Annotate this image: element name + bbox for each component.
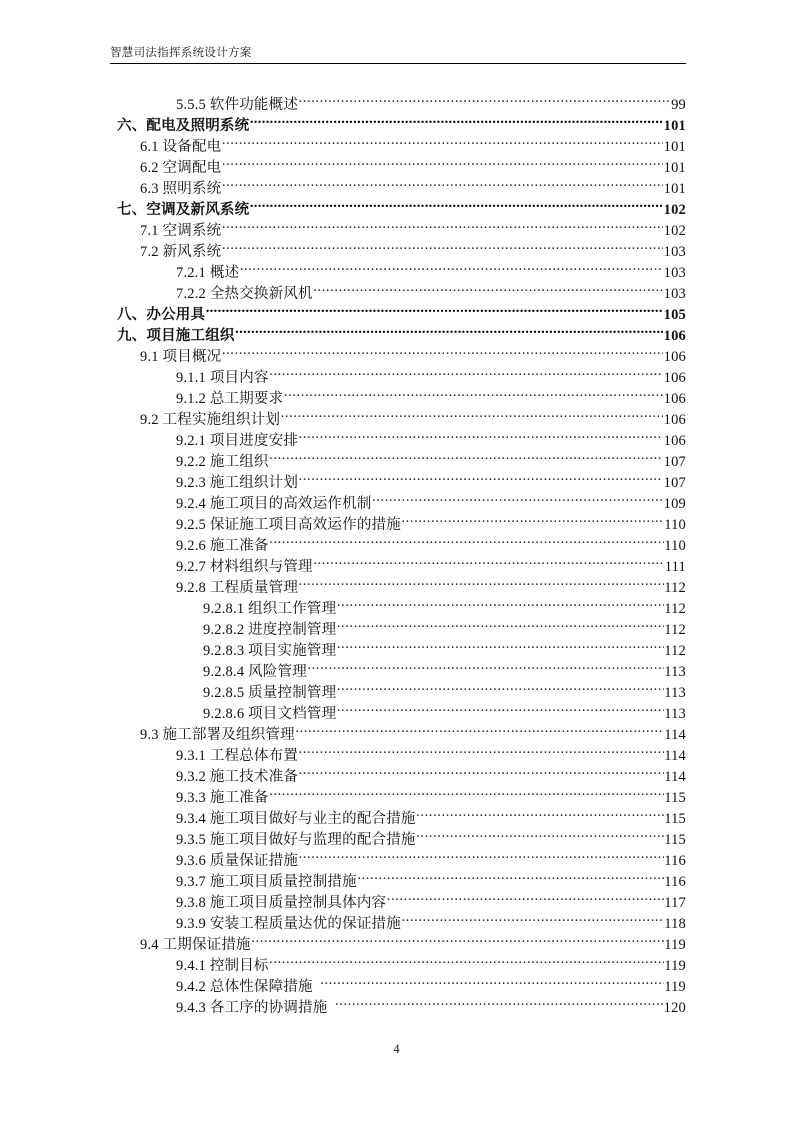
- toc-entry-page-number: 101: [663, 139, 686, 155]
- toc-dot-leader: [222, 151, 663, 172]
- toc-entry-label: 9.2.8.1 组织工作管理: [203, 601, 337, 617]
- toc-entry-page-number: 119: [664, 979, 686, 995]
- toc-dot-leader: [337, 634, 664, 655]
- toc-entry-page-number: 116: [664, 853, 686, 869]
- toc-entry-label: 7.2 新风系统: [140, 244, 222, 260]
- toc-entry-label: 9.2.5 保证施工项目高效运作的措施: [176, 517, 401, 533]
- toc-entry-label: 9.2.8 工程质量管理: [176, 580, 299, 596]
- toc-dot-leader: [281, 403, 663, 424]
- toc-entry-label: 6.2 空调配电: [140, 160, 222, 176]
- toc-dot-leader: [357, 865, 663, 886]
- toc-entry-label: 9.3.6 质量保证措施: [176, 853, 299, 869]
- toc-entry-label: 7.2.1 概述: [176, 265, 240, 281]
- toc-entry-label: 9.3.1 工程总体布置: [176, 748, 299, 764]
- toc-entry-page-number: 113: [664, 706, 686, 722]
- toc-dot-leader: [251, 928, 663, 949]
- toc-dot-leader: [222, 172, 663, 193]
- toc-entry-label: 9.2.8.2 进度控制管理: [203, 622, 337, 638]
- toc-entry-label: 八、办公用具: [117, 307, 206, 323]
- toc-entry-label: 9.3.4 施工项目做好与业主的配合措施: [176, 811, 416, 827]
- toc-entry-page-number: 120: [663, 1000, 686, 1016]
- toc-dot-leader: [269, 781, 664, 802]
- toc-dot-leader: [250, 193, 663, 214]
- toc-entry-page-number: 106: [663, 433, 686, 449]
- toc-entry-label: 9.2.8.3 项目实施管理: [203, 643, 337, 659]
- toc-entry-label: 9.2.6 施工准备: [176, 538, 269, 554]
- toc-entry-page-number: 101: [663, 118, 686, 134]
- toc-entry-label: 5.5.5 软件功能概述: [176, 97, 299, 113]
- toc-entry-label: 9.2.8.6 项目文档管理: [203, 706, 337, 722]
- toc-entry-page-number: 114: [664, 769, 686, 785]
- toc-entry-label: 9.3.5 施工项目做好与监理的配合措施: [176, 832, 416, 848]
- toc-entry-page-number: 112: [664, 580, 686, 596]
- toc-dot-leader: [401, 508, 663, 529]
- toc-dot-leader: [269, 949, 664, 970]
- toc-dot-leader: [240, 256, 663, 277]
- toc-entry-label: 9.4.2 总体性保障措施: [176, 979, 313, 995]
- toc-dot-leader: [269, 529, 664, 550]
- toc-entry-page-number: 103: [663, 244, 686, 260]
- toc-entry-label: 9.4.3 各工序的协调措施: [176, 1000, 328, 1016]
- toc-entry-page-number: 114: [664, 727, 686, 743]
- toc-entry-label: 9.3 施工部署及组织管理: [140, 727, 295, 743]
- toc-dot-leader: [416, 823, 664, 844]
- toc-entry-label: 7.1 空调系统: [140, 223, 222, 239]
- toc-dot-leader: [313, 277, 663, 298]
- toc-dot-leader: [206, 298, 663, 319]
- toc-dot-leader: [299, 424, 664, 445]
- toc-dot-leader: [372, 487, 663, 508]
- toc-entry-page-number: 106: [663, 349, 686, 365]
- toc-entry-page-number: 110: [664, 517, 686, 533]
- toc-entry-label: 9.1 项目概况: [140, 349, 222, 365]
- toc-dot-leader: [337, 676, 664, 697]
- toc-entry-label: 9.2.8.4 风险管理: [203, 664, 307, 680]
- toc-dot-leader: [307, 655, 663, 676]
- toc-dot-leader: [250, 109, 663, 130]
- toc-entry-page-number: 106: [663, 412, 686, 428]
- toc-entry-page-number: 102: [663, 223, 686, 239]
- toc-entry-label: 9.2.8.5 质量控制管理: [203, 685, 337, 701]
- toc-entry-label: 9.1.2 总工期要求: [176, 391, 284, 407]
- toc-dot-leader: [222, 214, 663, 235]
- toc-dot-leader: [313, 550, 664, 571]
- toc-entry-label: 6.3 照明系统: [140, 181, 222, 197]
- toc-entry-label: 9.2.7 材料组织与管理: [176, 559, 313, 575]
- header-rule: [110, 63, 686, 64]
- toc-dot-leader: [337, 613, 664, 634]
- toc-dot-leader: [269, 445, 663, 466]
- toc-entry-label: 7.2.2 全热交换新风机: [176, 286, 313, 302]
- toc-entry-page-number: 114: [664, 748, 686, 764]
- toc-dot-leader: [222, 340, 663, 361]
- toc-entry-page-number: 110: [664, 538, 686, 554]
- toc-entry-page-number: 101: [663, 160, 686, 176]
- toc-dot-leader: [387, 886, 664, 907]
- toc-dot-leader: [401, 907, 663, 928]
- toc-dot-leader: [335, 991, 663, 1012]
- toc-entry-label: 9.1.1 项目内容: [176, 370, 269, 386]
- toc-dot-leader: [299, 739, 664, 760]
- toc-entry-label: 九、项目施工组织: [117, 328, 235, 344]
- toc-entry-page-number: 119: [664, 937, 686, 953]
- toc-entry-page-number: 106: [663, 328, 686, 344]
- toc-dot-leader: [299, 760, 664, 781]
- toc-dot-leader: [269, 361, 663, 382]
- toc-entry-page-number: 101: [663, 181, 686, 197]
- toc-dot-leader: [222, 130, 663, 151]
- toc-entry-page-number: 105: [663, 307, 686, 323]
- toc-dot-leader: [299, 844, 664, 865]
- running-header: [110, 46, 686, 64]
- toc-dot-leader: [299, 466, 664, 487]
- toc-entry-page-number: 102: [663, 202, 686, 218]
- toc-dot-leader: [416, 802, 664, 823]
- toc-entry-label: 9.3.2 施工技术准备: [176, 769, 299, 785]
- toc-dot-leader: [284, 382, 663, 403]
- toc-entry-page-number: 99: [671, 97, 686, 113]
- toc-entry-label: 9.3.9 安装工程质量达优的保证措施: [176, 916, 401, 932]
- toc-entry-page-number: 112: [664, 622, 686, 638]
- toc-entry-page-number: 113: [664, 664, 686, 680]
- toc-entry-page-number: 119: [664, 958, 686, 974]
- header-title: 智慧司法指挥系统设计方案: [110, 47, 252, 59]
- toc-dot-leader: [235, 319, 663, 340]
- toc-entry-page-number: 109: [663, 496, 686, 512]
- toc-dot-leader: [337, 697, 664, 718]
- toc-entry-label: 9.2.4 施工项目的高效运作机制: [176, 496, 372, 512]
- toc-entry-page-number: 103: [663, 286, 686, 302]
- toc-entry-label: 9.2 工程实施组织计划: [140, 412, 281, 428]
- toc-entry-page-number: 115: [664, 832, 686, 848]
- toc-dot-leader: [320, 970, 663, 991]
- toc-entry-label: 9.4.1 控制目标: [176, 958, 269, 974]
- toc-entry-page-number: 112: [664, 601, 686, 617]
- toc-entry-label: 9.2.3 施工组织计划: [176, 475, 299, 491]
- page-footer: [0, 1040, 793, 1058]
- toc-entry-label: 六、配电及照明系统: [117, 118, 250, 134]
- toc-entry-page-number: 115: [664, 790, 686, 806]
- toc-dot-leader: [295, 718, 663, 739]
- toc-entry-label: 9.3.8 施工项目质量控制具体内容: [176, 895, 387, 911]
- toc-entry-page-number: 111: [664, 559, 686, 575]
- toc-entry-page-number: 113: [664, 685, 686, 701]
- toc-entry-label: 9.3.7 施工项目质量控制措施: [176, 874, 357, 890]
- toc-dot-leader: [222, 235, 663, 256]
- toc-entry-page-number: 117: [664, 895, 686, 911]
- toc-entry-page-number: 103: [663, 265, 686, 281]
- toc-entry-label: 6.1 设备配电: [140, 139, 222, 155]
- toc-entry-label: 9.3.3 施工准备: [176, 790, 269, 806]
- toc-dot-leader: [299, 571, 664, 592]
- toc-entry-page-number: 107: [663, 454, 686, 470]
- toc-entry-label: 9.2.2 施工组织: [176, 454, 269, 470]
- toc-entry-page-number: 116: [664, 874, 686, 890]
- toc-entry-page-number: 112: [664, 643, 686, 659]
- table-of-contents: [110, 88, 686, 1016]
- toc-entry-label: 七、空调及新风系统: [117, 202, 250, 218]
- footer-page-number: 4: [393, 1042, 400, 1056]
- toc-dot-leader: [337, 592, 664, 613]
- toc-entry-page-number: 106: [663, 370, 686, 386]
- toc-entry-page-number: 118: [664, 916, 686, 932]
- toc-entry-page-number: 115: [664, 811, 686, 827]
- toc-entry-page-number: 107: [663, 475, 686, 491]
- toc-dot-leader: [299, 88, 671, 109]
- toc-entry-page-number: 106: [663, 391, 686, 407]
- toc-entry[interactable]: [110, 88, 686, 113]
- toc-entry-label: 9.4 工期保证措施: [140, 937, 251, 953]
- toc-entry-label: 9.2.1 项目进度安排: [176, 433, 299, 449]
